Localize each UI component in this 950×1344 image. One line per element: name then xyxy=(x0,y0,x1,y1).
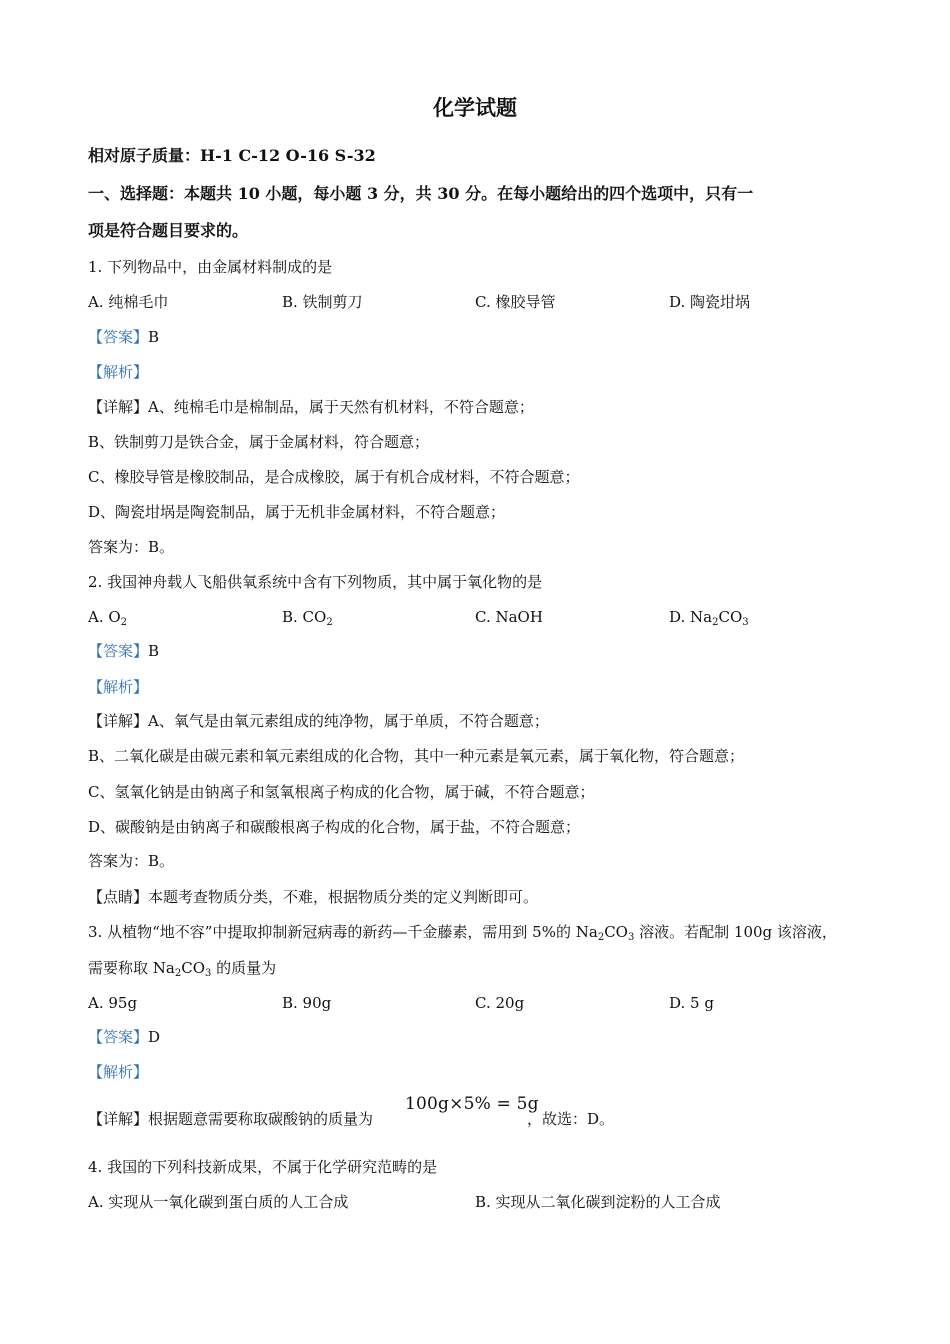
q4-option-b: B. 实现从二氧化碳到淀粉的人工合成 xyxy=(475,1193,721,1211)
analysis-tag: 【解析】 xyxy=(88,1063,149,1081)
answer-tag: 【答案】 xyxy=(88,1028,149,1046)
q3-analysis xyxy=(88,1062,148,1082)
q2-option-a: A. $O_2$ xyxy=(88,608,128,628)
answer-tag: 【答案】 xyxy=(88,328,149,346)
q2-detail-line: B、二氧化碳是由碳元素和氧元素组成的化合物，其中一种元素是氧元素，属于氧化物，符合题意； xyxy=(88,747,745,765)
page-title: 化学试题 xyxy=(433,95,517,120)
q3-detail-text: 根据题意需要称取碳酸钠的质量为 xyxy=(148,1110,374,1128)
q1-detail xyxy=(88,397,534,417)
q2-detail-line: D、碳酸钠是由钠离子和碳酸根离子构成的化合物，属于盐，不符合题意； xyxy=(88,818,581,836)
analysis-tag: 【解析】 xyxy=(88,363,149,381)
q1-option-c: C. 橡胶导管 xyxy=(475,293,556,311)
detail-tag: 【详解】 xyxy=(88,1110,149,1128)
q2-option-b: B. $CO_2$ xyxy=(282,608,333,628)
q3-detail-end: ，故选：D。 xyxy=(527,1110,615,1128)
q2-analysis xyxy=(88,677,148,697)
answer-tag: 【答案】 xyxy=(88,642,149,660)
q2-option-d: D. $Na_2CO_3$ xyxy=(669,608,749,628)
q1-detail-text: A、纯棉毛巾是棉制品，属于天然有机材料，不符合题意； xyxy=(148,398,534,416)
q3-detail xyxy=(88,1109,373,1129)
q3-option-c: C. 20g xyxy=(475,994,525,1012)
q2-detail xyxy=(88,711,549,731)
q2-option-c: C. NaOH xyxy=(475,608,543,626)
q1-option-d: D. 陶瓷坩埚 xyxy=(669,293,751,311)
q2-final-answer: 答案为：B。 xyxy=(88,852,175,870)
detail-tag: 【详解】 xyxy=(88,398,149,416)
q3-stem-line-2: 需要称取 $Na_2CO_3$ 的质量为 xyxy=(88,959,277,979)
q3-formula: 100g×5% = 5g xyxy=(405,1094,539,1114)
q1-answer xyxy=(88,327,159,347)
q3-answer xyxy=(88,1027,160,1047)
q2-answer xyxy=(88,641,159,661)
q1-detail-line: C、橡胶导管是橡胶制品，是合成橡胶，属于有机合成材料，不符合题意； xyxy=(88,468,580,486)
q3-option-d: D. 5 g xyxy=(669,994,714,1012)
q2-answer-value: B xyxy=(148,642,160,660)
q2-comment xyxy=(88,887,538,907)
analysis-tag: 【解析】 xyxy=(88,678,149,696)
q1-detail-line: B、铁制剪刀是铁合金，属于金属材料，符合题意； xyxy=(88,433,430,451)
q4-option-a: A. 实现从一氧化碳到蛋白质的人工合成 xyxy=(88,1193,349,1211)
q2-detail-line: C、氢氧化钠是由钠离子和氢氧根离子构成的化合物，属于碱，不符合题意； xyxy=(88,783,595,801)
q3-option-a: A. 95g xyxy=(88,994,138,1012)
section-heading-line-1: 一、选择题：本题共 10 小题，每小题 3 分，共 30 分。在每小题给出的四个选项中，只有一 xyxy=(88,184,754,203)
q2-comment-text: 本题考查物质分类，不难，根据物质分类的定义判断即可。 xyxy=(148,888,539,906)
q3-answer-value: D xyxy=(148,1028,161,1046)
q1-option-a: A. 纯棉毛巾 xyxy=(88,293,169,311)
q1-stem: 1. 下列物品中，由金属材料制成的是 xyxy=(88,258,333,276)
q1-option-b: B. 铁制剪刀 xyxy=(282,293,363,311)
atomic-mass-line: 相对原子质量：H-1 C-12 O-16 S-32 xyxy=(88,146,376,165)
detail-tag: 【详解】 xyxy=(88,712,149,730)
q1-answer-value: B xyxy=(148,328,160,346)
q2-detail-text: A、氧气是由氧元素组成的纯净物，属于单质，不符合题意； xyxy=(148,712,549,730)
comment-tag: 【点睛】 xyxy=(88,888,149,906)
q1-final-answer: 答案为：B。 xyxy=(88,538,175,556)
q1-analysis xyxy=(88,362,148,382)
section-heading-line-2: 项是符合题目要求的。 xyxy=(88,221,249,240)
q4-stem: 4. 我国的下列科技新成果，不属于化学研究范畴的是 xyxy=(88,1158,438,1176)
q1-detail-line: D、陶瓷坩埚是陶瓷制品，属于无机非金属材料，不符合题意； xyxy=(88,503,506,521)
q3-stem: 3. 从植物“地不容”中提取抑制新冠病毒的新药—千金藤素，需用到 5%的 $Na_2CO_3$ 溶液。若配制 100g 该溶液， xyxy=(88,923,837,943)
q2-stem: 2. 我国神舟载人飞船供氧系统中含有下列物质，其中属于氧化物的是 xyxy=(88,573,543,591)
q3-option-b: B. 90g xyxy=(282,994,332,1012)
